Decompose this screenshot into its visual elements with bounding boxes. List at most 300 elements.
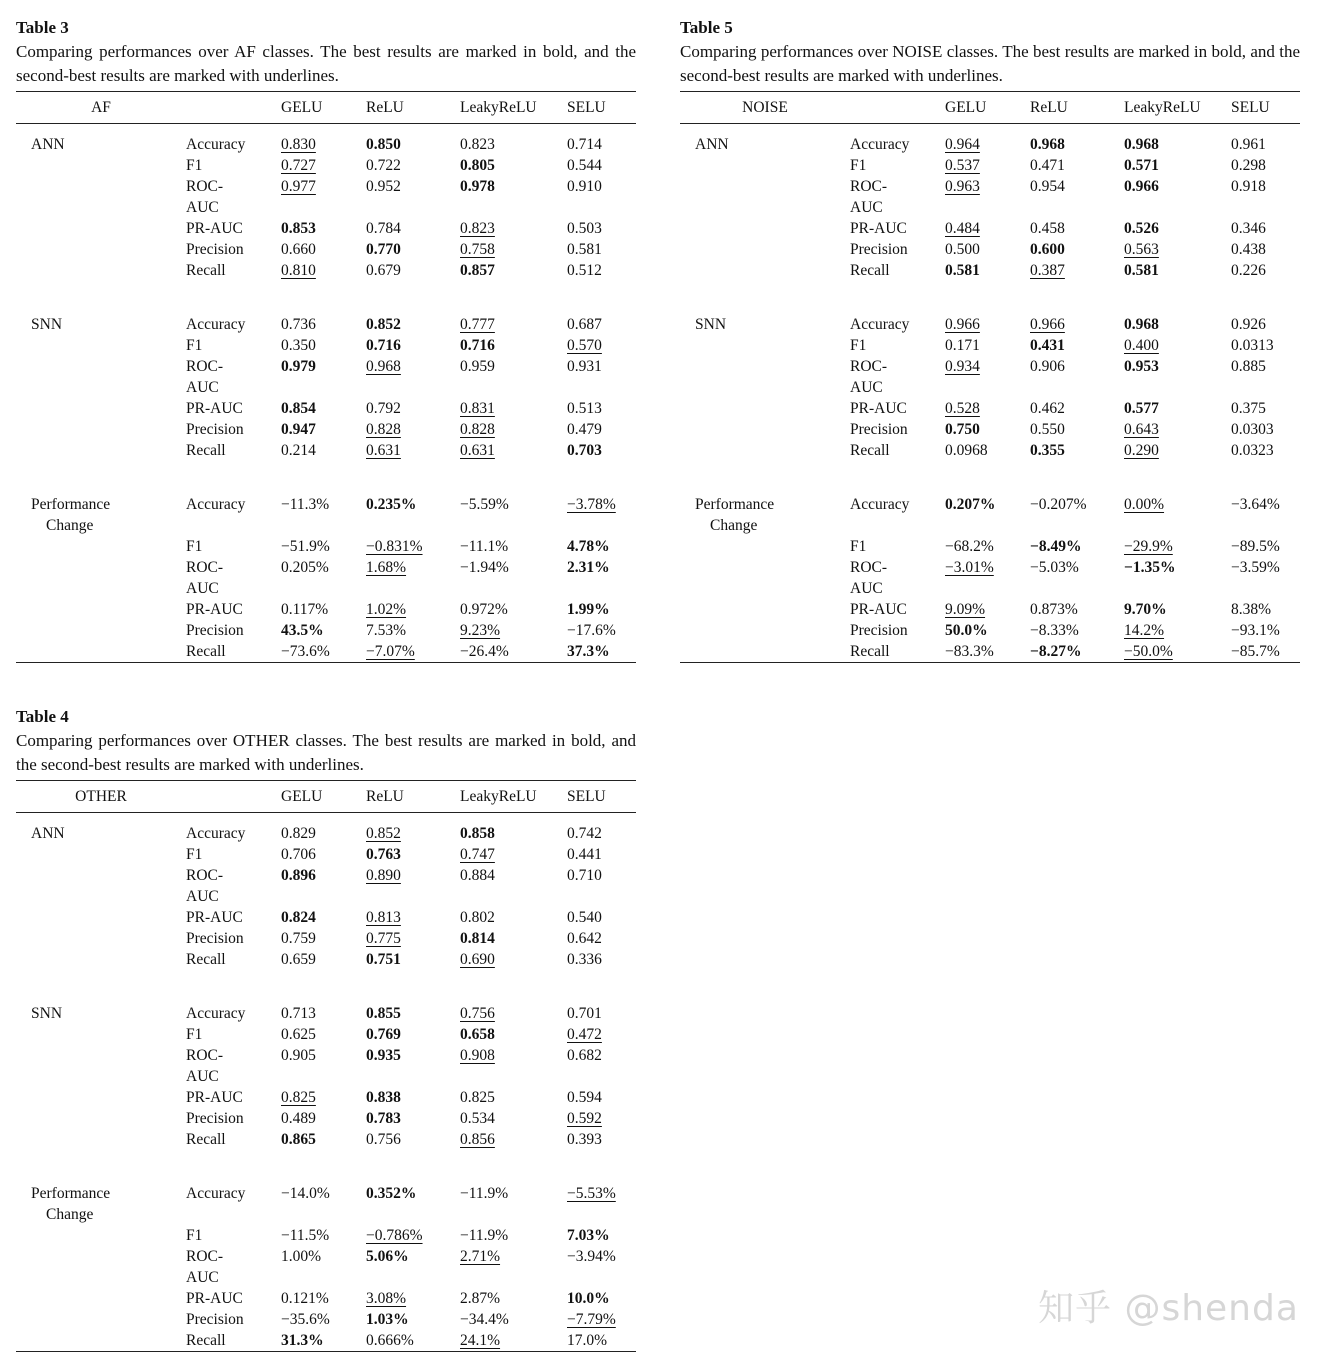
value-cell: [366, 1309, 460, 1330]
metric-label: [850, 155, 945, 176]
metric-label-line: AUC: [186, 1269, 219, 1286]
metric-label-line: PR-AUC: [186, 220, 243, 237]
cell-value: 0.810: [281, 262, 316, 279]
metric-label-line: Precision: [186, 421, 244, 438]
cell-value: 0.966: [1030, 316, 1065, 333]
cell-value: 0.777: [460, 316, 495, 333]
cell-value: −7.79%: [567, 1311, 616, 1328]
cell-value: 0.550: [1030, 421, 1065, 438]
cell-value: 0.823: [460, 220, 495, 237]
group-label-line: ANN: [31, 825, 65, 842]
table-row: [680, 314, 1300, 335]
metric-label: [186, 398, 281, 419]
cell-value: 0.926: [1231, 316, 1266, 333]
value-cell: [281, 239, 366, 260]
value-cell: [460, 356, 567, 398]
cell-value: 0.756: [366, 1131, 401, 1148]
metric-label-line: AUC: [186, 379, 219, 396]
cell-value: 0.563: [1124, 241, 1159, 258]
value-cell: [1124, 260, 1231, 281]
group-label-blank: [16, 1288, 186, 1309]
cell-value: 0.690: [460, 951, 495, 968]
metric-label-line: PR-AUC: [186, 400, 243, 417]
cell-value: 0.540: [567, 909, 602, 926]
value-cell: [1231, 155, 1300, 176]
table-row: [16, 260, 636, 281]
cell-value: 9.09%: [945, 601, 986, 618]
group-label-blank: [16, 1045, 186, 1087]
column-header-blank: [186, 92, 281, 124]
metric-label: [850, 494, 945, 536]
group-label-line: Change: [710, 517, 758, 534]
metric-label-line: Accuracy: [186, 825, 246, 842]
value-cell: [460, 494, 567, 536]
group-label-line: Performance: [31, 1185, 111, 1202]
group-label-line: ANN: [31, 136, 65, 153]
column-header: NOISE: [680, 92, 850, 124]
cell-value: 0.825: [460, 1089, 495, 1106]
value-cell: [567, 1309, 636, 1330]
table-row: [16, 398, 636, 419]
value-cell: [460, 1309, 567, 1330]
cell-value: 0.953: [1124, 358, 1159, 375]
value-cell: [460, 620, 567, 641]
cell-value: 0.0968: [945, 442, 988, 459]
value-cell: [281, 823, 366, 844]
value-cell: [1124, 134, 1231, 155]
table-row: [16, 356, 636, 398]
metric-label: [186, 949, 281, 970]
value-cell: [1030, 134, 1124, 155]
cell-value: 0.713: [281, 1005, 316, 1022]
cell-value: 5.06%: [366, 1248, 409, 1265]
value-cell: [945, 218, 1030, 239]
value-cell: [460, 1288, 567, 1309]
value-cell: [1124, 440, 1231, 461]
value-cell: [567, 1003, 636, 1024]
metric-label-line: F1: [186, 157, 203, 174]
value-cell: [281, 176, 366, 218]
cell-value: 0.631: [460, 442, 495, 459]
cell-value: 0.544: [567, 157, 602, 174]
metric-label: [850, 134, 945, 155]
value-cell: [366, 1045, 460, 1087]
cell-value: 0.908: [460, 1047, 495, 1064]
cell-value: −3.78%: [567, 496, 616, 513]
spacer-row: [680, 124, 1300, 135]
metric-label-line: Precision: [186, 1311, 244, 1328]
metric-label-line: Recall: [850, 442, 890, 459]
value-cell: [281, 134, 366, 155]
cell-value: 0.884: [460, 867, 495, 884]
column-header: ReLU: [1030, 92, 1124, 124]
cell-value: 0.775: [366, 930, 401, 947]
cell-value: 0.954: [1030, 178, 1065, 195]
value-cell: [281, 1183, 366, 1225]
metric-label: [850, 440, 945, 461]
value-cell: [567, 1225, 636, 1246]
metric-label: [186, 557, 281, 599]
value-cell: [1030, 314, 1124, 335]
value-cell: [1231, 440, 1300, 461]
value-cell: [567, 844, 636, 865]
cell-value: −89.5%: [1231, 538, 1280, 555]
cell-value: 0.534: [460, 1110, 495, 1127]
value-cell: [460, 1024, 567, 1045]
cell-value: 0.375: [1231, 400, 1266, 417]
group-label-blank: [680, 335, 850, 356]
group-label-blank: [16, 155, 186, 176]
table-title: Table 5: [680, 18, 733, 37]
metric-label: [186, 1330, 281, 1352]
metric-label: [850, 356, 945, 398]
group-label-blank: [16, 260, 186, 281]
cell-value: 1.03%: [366, 1311, 409, 1328]
group-label-blank: [16, 218, 186, 239]
value-cell: [460, 335, 567, 356]
value-cell: [1124, 155, 1231, 176]
cell-value: 0.824: [281, 909, 316, 926]
cell-value: 0.0313: [1231, 337, 1274, 354]
value-cell: [281, 844, 366, 865]
metric-label: [186, 844, 281, 865]
cell-value: 0.910: [567, 178, 602, 195]
table-row: [680, 335, 1300, 356]
cell-value: −0.207%: [1030, 496, 1087, 513]
metric-label-line: ROC-: [186, 1248, 224, 1265]
table-row: [680, 260, 1300, 281]
value-cell: [567, 599, 636, 620]
cell-value: 0.706: [281, 846, 316, 863]
value-cell: [567, 1129, 636, 1150]
cell-value: 0.290: [1124, 442, 1159, 459]
metric-label: [186, 1246, 281, 1288]
metric-label: [186, 928, 281, 949]
cell-value: 0.458: [1030, 220, 1065, 237]
metric-label: [850, 239, 945, 260]
cell-value: 0.503: [567, 220, 602, 237]
column-header: LeakyReLU: [460, 781, 567, 813]
group-label-blank: [16, 641, 186, 663]
value-cell: [1231, 356, 1300, 398]
cell-value: 0.205%: [281, 559, 329, 576]
cell-value: 0.121%: [281, 1290, 329, 1307]
cell-value: 0.581: [567, 241, 602, 258]
value-cell: [567, 134, 636, 155]
metric-label-line: Accuracy: [186, 496, 246, 513]
metric-label: [186, 314, 281, 335]
cell-value: 0.905: [281, 1047, 316, 1064]
group-label-blank: [16, 928, 186, 949]
cell-value: 0.500: [945, 241, 980, 258]
table-row: [16, 1183, 636, 1225]
cell-value: 0.703: [567, 442, 602, 459]
cell-value: 0.570: [567, 337, 602, 354]
cell-value: 0.964: [945, 136, 980, 153]
metric-label-line: ROC-: [186, 178, 224, 195]
cell-value: 2.71%: [460, 1248, 501, 1265]
cell-value: 0.171: [945, 337, 980, 354]
cell-value: 0.763: [366, 846, 401, 863]
cell-value: 0.831: [460, 400, 495, 417]
value-cell: [1231, 641, 1300, 663]
group-label: [16, 494, 186, 536]
cell-value: 43.5%: [281, 622, 324, 639]
metric-label-line: ROC-: [186, 867, 224, 884]
cell-value: 50.0%: [945, 622, 988, 639]
cell-value: 0.947: [281, 421, 316, 438]
group-label-blank: [680, 260, 850, 281]
metric-label-line: AUC: [850, 580, 883, 597]
value-cell: [1231, 536, 1300, 557]
table-row: [680, 218, 1300, 239]
group-gap-row: [680, 461, 1300, 494]
cell-value: 0.00%: [1124, 496, 1165, 513]
metric-label-line: AUC: [186, 888, 219, 905]
value-cell: [366, 155, 460, 176]
value-cell: [1030, 599, 1124, 620]
group-label-blank: [16, 1330, 186, 1352]
value-cell: [281, 218, 366, 239]
value-cell: [1030, 176, 1124, 218]
cell-value: −11.3%: [281, 496, 330, 513]
value-cell: [567, 1288, 636, 1309]
value-cell: [366, 1183, 460, 1225]
value-cell: [281, 155, 366, 176]
value-cell: [281, 1309, 366, 1330]
value-cell: [366, 356, 460, 398]
cell-value: 0.968: [1124, 136, 1159, 153]
cell-value: 0.750: [945, 421, 980, 438]
value-cell: [460, 641, 567, 663]
value-cell: [1030, 419, 1124, 440]
metric-label-line: Recall: [186, 262, 226, 279]
cell-value: 0.966: [945, 316, 980, 333]
value-cell: [567, 176, 636, 218]
cell-value: 0.968: [1124, 316, 1159, 333]
cell-value: −8.49%: [1030, 538, 1082, 555]
value-cell: [567, 620, 636, 641]
cell-value: −29.9%: [1124, 538, 1173, 555]
group-label-line: SNN: [31, 316, 63, 333]
value-cell: [1124, 218, 1231, 239]
column-header-blank: [850, 92, 945, 124]
table-row: [16, 641, 636, 663]
cell-value: 0.963: [945, 178, 980, 195]
value-cell: [567, 440, 636, 461]
value-cell: [460, 155, 567, 176]
metric-label: [186, 335, 281, 356]
cell-value: 0.352%: [366, 1185, 417, 1202]
cell-value: 0.856: [460, 1131, 495, 1148]
metric-label-line: AUC: [186, 580, 219, 597]
table-row: [16, 1288, 636, 1309]
group-label-blank: [16, 949, 186, 970]
metric-label-line: ROC-: [850, 559, 888, 576]
cell-value: 0.865: [281, 1131, 316, 1148]
group-label-blank: [16, 1225, 186, 1246]
value-cell: [281, 1246, 366, 1288]
metric-label: [186, 1183, 281, 1225]
value-cell: [281, 641, 366, 663]
metric-label-line: PR-AUC: [186, 909, 243, 926]
group-label-blank: [16, 1246, 186, 1288]
cell-value: −3.94%: [567, 1248, 616, 1265]
value-cell: [460, 419, 567, 440]
table-row: [16, 1003, 636, 1024]
metric-label: [850, 176, 945, 218]
value-cell: [1124, 599, 1231, 620]
cell-value: 0.931: [567, 358, 602, 375]
metric-label: [186, 907, 281, 928]
value-cell: [366, 1129, 460, 1150]
metric-label: [186, 134, 281, 155]
group-label-blank: [16, 1108, 186, 1129]
metric-label-line: Recall: [186, 1332, 226, 1349]
value-cell: [460, 928, 567, 949]
group-label-blank: [16, 907, 186, 928]
cell-value: 9.23%: [460, 622, 501, 639]
value-cell: [281, 1288, 366, 1309]
cell-value: 0.0323: [1231, 442, 1274, 459]
cell-value: −1.94%: [460, 559, 509, 576]
cell-value: 0.643: [1124, 421, 1159, 438]
cell-value: 0.918: [1231, 178, 1266, 195]
group-label-blank: [16, 1129, 186, 1150]
value-cell: [366, 907, 460, 928]
column-header-blank: [186, 781, 281, 813]
cell-value: −11.9%: [460, 1227, 509, 1244]
cell-value: 0.537: [945, 157, 980, 174]
value-cell: [281, 949, 366, 970]
cell-value: 0.642: [567, 930, 602, 947]
table-caption: Comparing performances over AF classes. The best results are marked in bold, and the second-best results are marked with underlines.: [16, 42, 636, 85]
cell-value: 0.571: [1124, 157, 1159, 174]
cell-value: 0.896: [281, 867, 316, 884]
table-row: [680, 440, 1300, 461]
cell-value: 0.513: [567, 400, 602, 417]
value-cell: [460, 865, 567, 907]
table-row: [680, 536, 1300, 557]
metric-label-line: ROC-: [186, 358, 224, 375]
value-cell: [281, 260, 366, 281]
value-cell: [281, 865, 366, 907]
table-row: [16, 335, 636, 356]
spacer-row: [16, 124, 636, 135]
metric-label: [186, 1129, 281, 1150]
cell-value: 0.736: [281, 316, 316, 333]
cell-value: 31.3%: [281, 1332, 324, 1349]
value-cell: [281, 1225, 366, 1246]
metric-label-line: ROC-: [186, 559, 224, 576]
value-cell: [281, 398, 366, 419]
cell-value: 0.472: [567, 1026, 602, 1043]
value-cell: [281, 419, 366, 440]
cell-value: 0.769: [366, 1026, 401, 1043]
value-cell: [945, 494, 1030, 536]
cell-value: 0.825: [281, 1089, 316, 1106]
cell-value: 0.528: [945, 400, 980, 417]
table-row: [16, 1045, 636, 1087]
cell-value: 0.512: [567, 262, 602, 279]
table-row: [16, 1108, 636, 1129]
value-cell: [945, 557, 1030, 599]
value-cell: [460, 1003, 567, 1024]
metric-label-line: Recall: [186, 1131, 226, 1148]
cell-value: 0.885: [1231, 358, 1266, 375]
cell-value: 0.701: [567, 1005, 602, 1022]
value-cell: [366, 844, 460, 865]
cell-value: 0.625: [281, 1026, 316, 1043]
metric-label-line: AUC: [850, 199, 883, 216]
header-row: [16, 781, 636, 813]
cell-value: 1.99%: [567, 601, 610, 618]
value-cell: [1030, 155, 1124, 176]
metric-label-line: AUC: [850, 379, 883, 396]
value-cell: [460, 239, 567, 260]
group-label-blank: [680, 620, 850, 641]
cell-value: 0.813: [366, 909, 401, 926]
metric-label: [186, 1087, 281, 1108]
group-label: [680, 314, 850, 335]
value-cell: [460, 398, 567, 419]
value-cell: [281, 536, 366, 557]
table-row: [16, 1309, 636, 1330]
value-cell: [366, 557, 460, 599]
cell-value: 0.935: [366, 1047, 401, 1064]
metric-label-line: PR-AUC: [186, 601, 243, 618]
value-cell: [1124, 176, 1231, 218]
metric-label: [850, 557, 945, 599]
cell-value: 0.770: [366, 241, 401, 258]
cell-value: 0.355: [1030, 442, 1065, 459]
value-cell: [1231, 314, 1300, 335]
column-header: SELU: [567, 92, 636, 124]
value-cell: [366, 314, 460, 335]
group-label: [16, 314, 186, 335]
group-label: [680, 494, 850, 536]
metric-label-line: ROC-: [850, 358, 888, 375]
group-label: [16, 134, 186, 155]
cell-value: 0.838: [366, 1089, 401, 1106]
table-row: [16, 1246, 636, 1288]
value-cell: [281, 907, 366, 928]
value-cell: [1231, 557, 1300, 599]
cell-value: −34.4%: [460, 1311, 509, 1328]
value-cell: [366, 599, 460, 620]
group-gap-row: [16, 1150, 636, 1183]
group-label-blank: [16, 620, 186, 641]
cell-value: 9.70%: [1124, 601, 1167, 618]
cell-value: 0.714: [567, 136, 602, 153]
table-caption: Comparing performances over OTHER classes. The best results are marked in bold, and the second-best results are marked with underlines.: [16, 731, 636, 774]
cell-value: 0.489: [281, 1110, 316, 1127]
value-cell: [1231, 494, 1300, 536]
cell-value: 0.873%: [1030, 601, 1078, 618]
value-cell: [567, 641, 636, 663]
value-cell: [945, 239, 1030, 260]
value-cell: [1030, 356, 1124, 398]
metric-label-line: Precision: [850, 421, 908, 438]
value-cell: [567, 419, 636, 440]
value-cell: [366, 134, 460, 155]
cell-value: 0.852: [366, 825, 401, 842]
value-cell: [1030, 641, 1124, 663]
cell-value: 0.462: [1030, 400, 1065, 417]
metric-label: [850, 536, 945, 557]
cell-value: 0.830: [281, 136, 316, 153]
value-cell: [460, 1045, 567, 1087]
